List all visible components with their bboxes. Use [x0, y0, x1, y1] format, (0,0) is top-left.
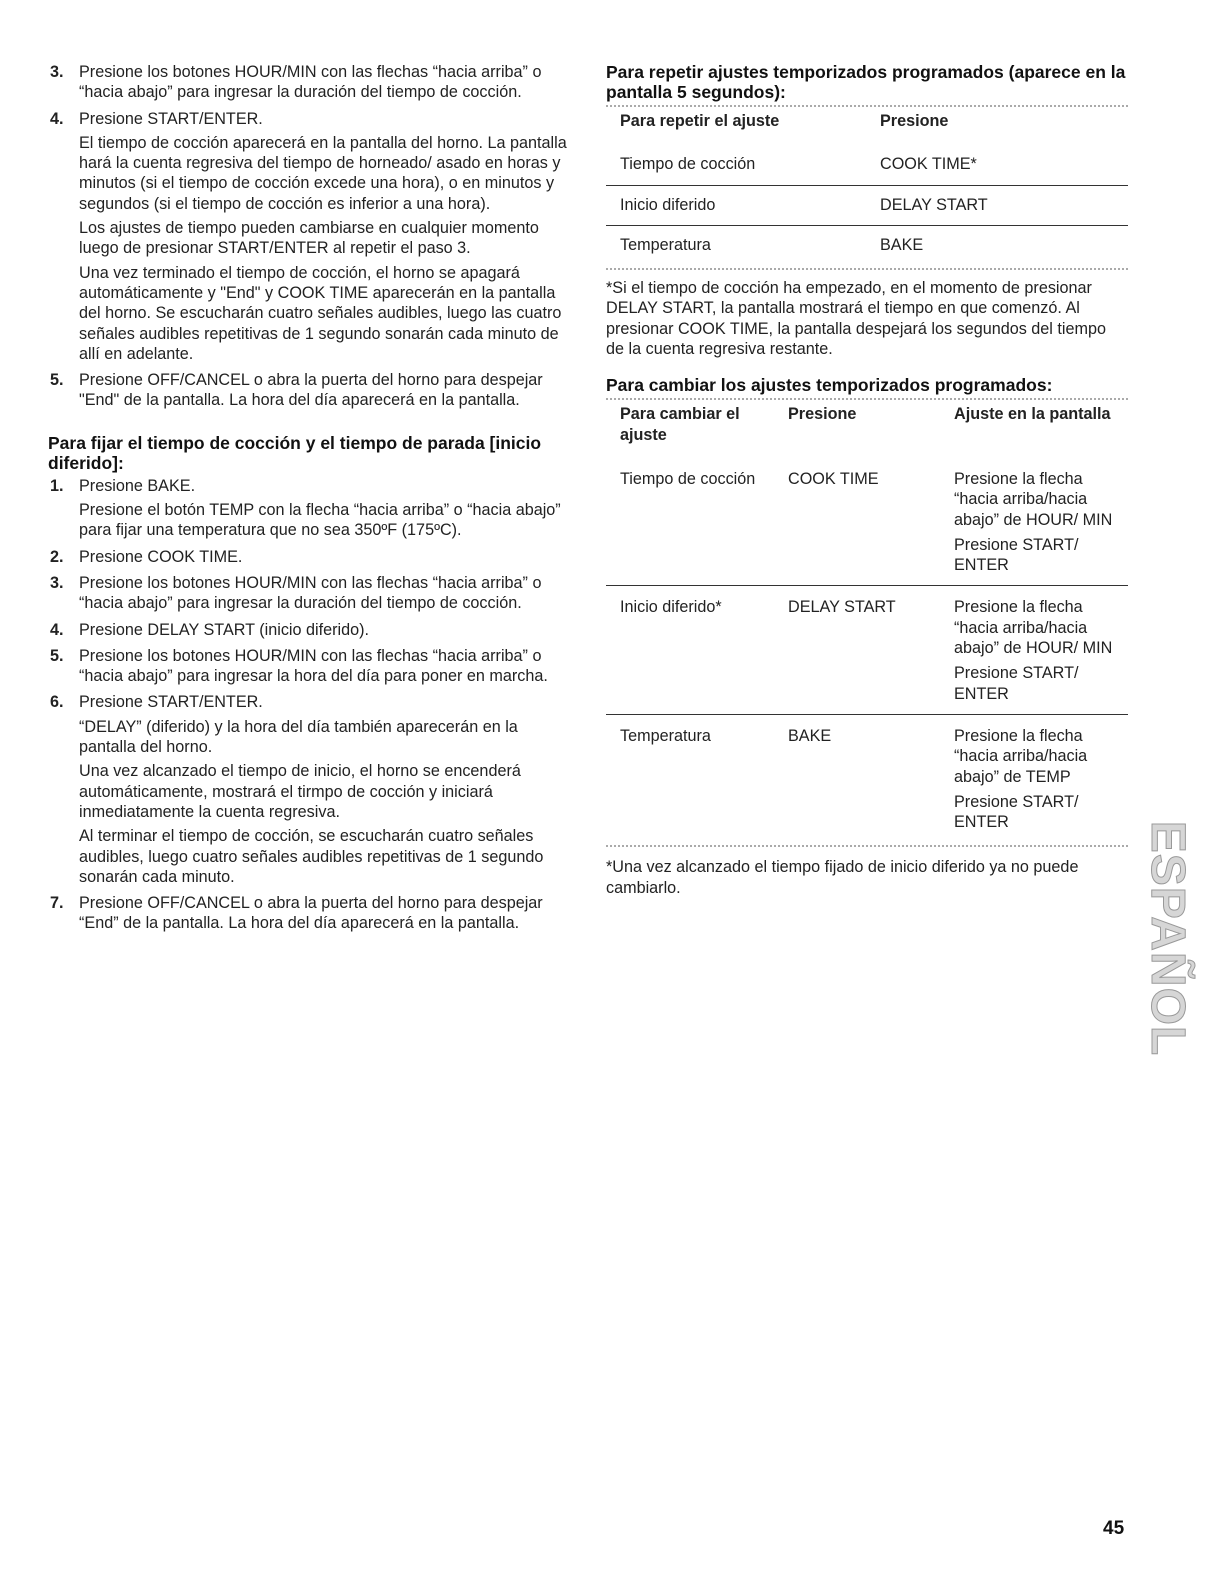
table-row	[606, 140, 1128, 185]
column-header: Para repetir el ajuste	[620, 112, 780, 130]
repeat-settings-table	[606, 111, 1128, 265]
display-instruction: Presione la flecha “hacia arriba/hacia abajo” de HOUR/ MIN	[954, 469, 1113, 529]
list-item	[48, 109, 568, 365]
step-text: Presione START/ENTER.	[79, 109, 263, 128]
step-number: 5.	[50, 646, 64, 665]
step-text: Presione el botón TEMP con la flecha “hacia arriba” o “hacia abajo” para fijar una temperatura que no sea 350ºF (175ºC).	[79, 501, 561, 540]
right-column	[606, 62, 1128, 898]
divider	[606, 102, 1128, 107]
column-header: Para cambiar el ajuste	[620, 405, 740, 444]
table-cell: Tiempo de cocción	[620, 155, 756, 174]
table-cell: COOK TIME*	[880, 155, 977, 174]
table-row	[606, 225, 1128, 265]
step-text: Una vez terminado el tiempo de cocción, el horno se apagará automáticamente y "End" y COOK TIME aparecerán en la pantalla del horno. Se escucharán cuatro señales audibles, luego las cuatro señales audibles repetitivas de 1 segundo sonarán cada minuto de allí en adelante.	[79, 263, 562, 363]
table-cell: Temperatura	[620, 235, 711, 254]
step-text: Presione DELAY START (inicio diferido).	[79, 620, 369, 639]
step-number: 6.	[50, 693, 64, 712]
step-text: Presione los botones HOUR/MIN con las flechas “hacia arriba” o “hacia abajo” para ingresar la duración del tiempo de cocción.	[79, 63, 542, 102]
display-instruction: Presione START/ ENTER	[954, 535, 1079, 575]
list-item	[48, 62, 568, 103]
step-number: 1.	[50, 476, 64, 495]
change-settings-table	[606, 404, 1128, 842]
step-text: Presione OFF/CANCEL o abra la puerta del horno para despejar “End” de la pantalla. La hora del día aparecerá en la pantalla.	[79, 894, 543, 933]
divider	[606, 842, 1128, 847]
step-text: Presione los botones HOUR/MIN con las flechas “hacia arriba” o “hacia abajo” para ingresar la duración del tiempo de cocción.	[79, 573, 542, 613]
change-footnote: *Una vez alcanzado el tiempo fijado de inicio diferido ya no puede cambiarlo.	[606, 858, 1079, 897]
step-number: 7.	[50, 894, 64, 913]
repeat-settings-heading: Para repetir ajustes temporizados programados (aparece en la pantalla 5 segundos):	[606, 62, 1126, 102]
step-text: Presione COOK TIME.	[79, 547, 243, 566]
step-text: El tiempo de cocción aparecerá en la pantalla del horno. La pantalla hará la cuenta regresiva del tiempo de horneado/ asado en horas y minutos (si el tiempo de cocción excede una hora), o en minutos y segundos (si el tiempo de cocción es inferior a una hora).	[79, 133, 567, 213]
table-row	[606, 586, 1128, 714]
step-number: 5.	[50, 371, 64, 390]
column-header: Ajuste en la pantalla	[954, 405, 1111, 424]
column-header: Presione	[880, 112, 949, 130]
left-column	[48, 62, 568, 940]
table-cell: DELAY START	[788, 598, 896, 617]
list-item	[48, 646, 568, 687]
column-header: Presione	[788, 405, 857, 424]
display-instruction: Presione la flecha “hacia arriba/hacia abajo” de HOUR/ MIN	[954, 598, 1113, 658]
table-cell: BAKE	[880, 235, 924, 254]
language-side-tab	[1141, 818, 1195, 1058]
table-row	[606, 455, 1128, 586]
list-item	[48, 547, 568, 567]
list-item	[48, 620, 568, 640]
table-header-row	[606, 111, 1128, 140]
display-instruction: Presione START/ ENTER	[954, 792, 1079, 832]
table-cell: BAKE	[788, 726, 832, 745]
step-text: Los ajustes de tiempo pueden cambiarse en cualquier momento luego de presionar START/ENTER al repetir el paso 3.	[79, 219, 539, 258]
steps-list-a	[48, 62, 568, 411]
table-row	[606, 185, 1128, 225]
list-item	[48, 692, 568, 887]
step-number: 2.	[50, 547, 64, 566]
step-text: Presione los botones HOUR/MIN con las flechas “hacia arriba” o “hacia abajo” para ingresar la hora del día para poner en marcha.	[79, 646, 548, 686]
side-tab-label: ESPAÑOL	[1141, 820, 1195, 1056]
step-text: Presione BAKE.	[79, 476, 196, 495]
display-instruction: Presione la flecha “hacia arriba/hacia abajo” de TEMP	[954, 726, 1088, 786]
step-text: Al terminar el tiempo de cocción, se escucharán cuatro señales audibles, luego cuatro señales audibles repetitivas de 1 segundo sonarán cada minuto.	[79, 827, 544, 886]
table-cell: DELAY START	[880, 195, 988, 214]
step-number: 4.	[50, 620, 64, 639]
step-text: “DELAY” (diferido) y la hora del día también aparecerán en la pantalla del horno.	[79, 717, 518, 757]
repeat-footnote: *Si el tiempo de cocción ha empezado, en el momento de presionar DELAY START, la pantalla mostrará el tiempo en que comenzó. Al presionar COOK TIME, la pantalla despejará los segundos del tiempo de la cuenta regresiva restante.	[606, 279, 1106, 359]
delay-start-heading: Para fijar el tiempo de cocción y el tiempo de parada [inicio diferido]:	[48, 432, 542, 473]
table-cell: Temperatura	[620, 726, 711, 745]
table-cell	[940, 714, 1128, 842]
display-instruction: Presione START/ ENTER	[954, 664, 1079, 703]
table-cell: COOK TIME	[788, 469, 879, 488]
list-item	[48, 370, 568, 411]
page-number: 45	[1103, 1518, 1125, 1539]
list-item	[48, 573, 568, 614]
table-header-row	[606, 404, 1128, 455]
steps-list-b	[48, 476, 568, 934]
divider	[606, 265, 1128, 270]
step-number: 4.	[50, 109, 64, 128]
step-text: Presione OFF/CANCEL o abra la puerta del horno para despejar "End" de la pantalla. La hora del día aparecerá en la pantalla.	[79, 371, 543, 410]
list-item	[48, 476, 568, 541]
table-cell	[940, 586, 1128, 714]
divider	[606, 395, 1128, 400]
table-cell: Inicio diferido*	[620, 598, 722, 617]
step-number: 3.	[50, 573, 64, 592]
step-text: Una vez alcanzado el tiempo de inicio, el horno se encenderá automáticamente, mostrará el tirmpo de cocción y iniciará inmediatamente la cuenta regresiva.	[79, 762, 521, 821]
table-cell: Tiempo de cocción	[620, 469, 756, 488]
list-item	[48, 893, 568, 934]
table-row	[606, 714, 1128, 842]
step-number: 3.	[50, 63, 64, 81]
table-cell	[940, 455, 1128, 586]
table-cell: Inicio diferido	[620, 195, 716, 214]
step-text: Presione START/ENTER.	[79, 693, 263, 712]
change-settings-heading: Para cambiar los ajustes temporizados programados:	[606, 375, 1053, 396]
